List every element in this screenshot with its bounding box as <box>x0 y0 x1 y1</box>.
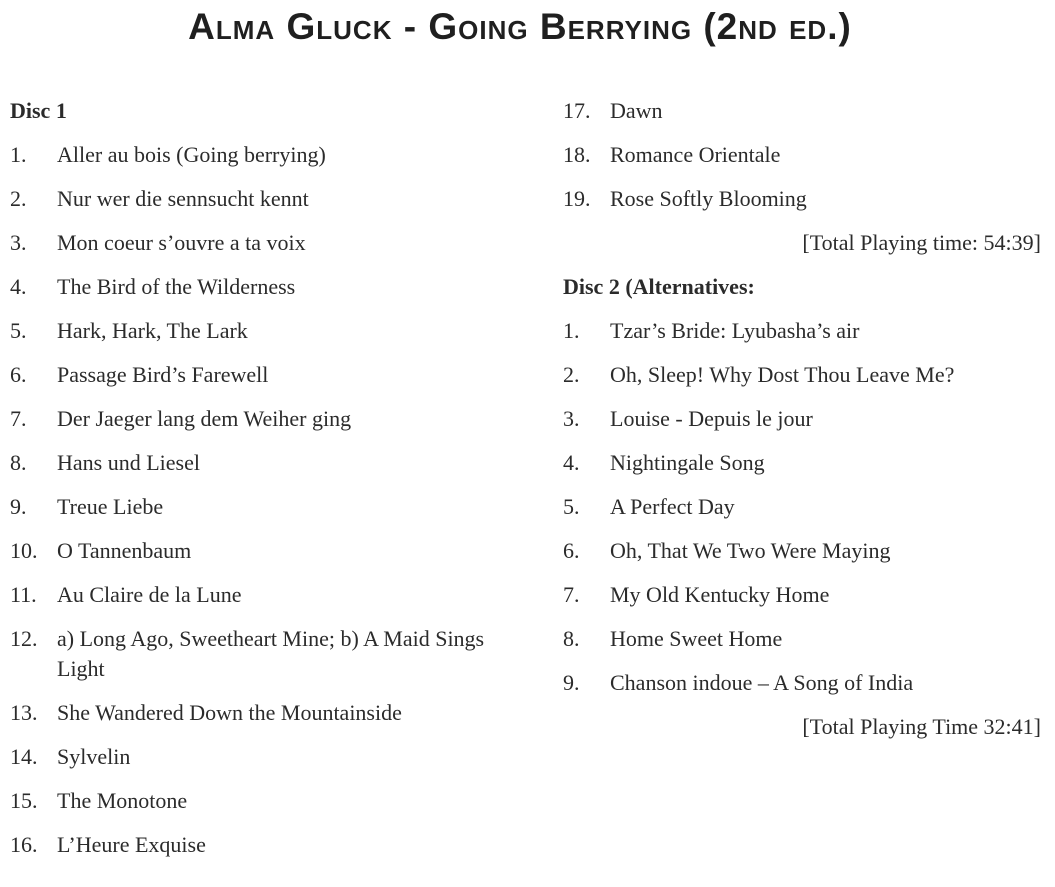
track-number: 6. <box>10 362 27 387</box>
track-number: 1. <box>563 318 580 343</box>
track-title: The Monotone <box>57 788 188 813</box>
track-title: Nightingale Song <box>610 450 765 475</box>
track-title: Tzar’s Bride: Lyubasha’s air <box>610 318 860 343</box>
track-title: Mon coeur s’ouvre a ta voix <box>57 230 306 255</box>
track-item <box>563 624 1041 654</box>
track-title: O Tannenbaum <box>57 538 192 563</box>
disc2-total-time: [Total Playing Time 32:41] <box>802 714 1041 739</box>
track-number: 2. <box>10 186 27 211</box>
track-item <box>10 404 530 434</box>
track-number: 4. <box>563 450 580 475</box>
track-title: Home Sweet Home <box>610 626 783 651</box>
disc1-heading: Disc 1 <box>10 98 67 123</box>
track-title: My Old Kentucky Home <box>610 582 830 607</box>
track-item <box>10 786 530 816</box>
track-number: 3. <box>10 230 27 255</box>
track-number: 5. <box>563 494 580 519</box>
track-number: 18. <box>563 142 591 167</box>
track-number: 10. <box>10 538 38 563</box>
track-item <box>10 184 530 214</box>
track-title: Treue Liebe <box>57 494 164 519</box>
track-number: 3. <box>563 406 580 431</box>
track-title: Rose Softly Blooming <box>610 186 807 211</box>
track-item <box>563 492 1041 522</box>
track-item <box>563 448 1041 478</box>
track-title: Hans und Liesel <box>57 450 200 475</box>
track-number: 17. <box>563 98 591 123</box>
track-title: She Wandered Down the Mountainside <box>57 700 402 725</box>
track-item <box>563 668 1041 698</box>
track-item <box>563 96 1041 126</box>
track-number: 1. <box>10 142 27 167</box>
track-item <box>563 404 1041 434</box>
track-item <box>563 580 1041 610</box>
track-number: 6. <box>563 538 580 563</box>
track-title: Passage Bird’s Farewell <box>57 362 269 387</box>
track-number: 9. <box>563 670 580 695</box>
track-title: Chanson indoue – A Song of India <box>610 670 914 695</box>
page-title: Alma Gluck - Going Berrying (2nd ed.) <box>188 6 852 47</box>
track-title: Sylvelin <box>57 744 131 769</box>
track-title: Dawn <box>610 98 663 123</box>
track-title: Nur wer die sennsucht kennt <box>57 186 309 211</box>
track-item <box>563 536 1041 566</box>
track-item <box>10 624 530 684</box>
track-item <box>10 742 530 772</box>
track-title: Louise - Depuis le jour <box>610 406 813 431</box>
track-number: 9. <box>10 494 27 519</box>
track-item <box>10 536 530 566</box>
track-number: 7. <box>10 406 27 431</box>
track-title: Oh, That We Two Were Maying <box>610 538 891 563</box>
track-item <box>10 360 530 390</box>
track-title: Der Jaeger lang dem Weiher ging <box>57 406 352 431</box>
track-item <box>10 492 530 522</box>
track-number: 8. <box>10 450 27 475</box>
track-title: Au Claire de la Lune <box>57 582 242 607</box>
track-number: 8. <box>563 626 580 651</box>
track-title: The Bird of the Wilderness <box>57 274 296 299</box>
disc2-heading: Disc 2 (Alternatives: <box>563 274 755 299</box>
track-item <box>563 140 1041 170</box>
track-item <box>10 140 530 170</box>
track-item <box>10 228 530 258</box>
right-column <box>563 96 1041 756</box>
track-number: 5. <box>10 318 27 343</box>
left-column <box>10 96 530 874</box>
track-title: Hark, Hark, The Lark <box>57 318 248 343</box>
track-title: L’Heure Exquise <box>57 832 206 857</box>
track-item <box>10 580 530 610</box>
track-title: Aller au bois (Going berrying) <box>57 142 326 167</box>
track-number: 2. <box>563 362 580 387</box>
track-number: 7. <box>563 582 580 607</box>
track-item <box>10 830 530 860</box>
track-item <box>563 316 1041 346</box>
track-number: 13. <box>10 700 38 725</box>
track-number: 19. <box>563 186 591 211</box>
track-number: 16. <box>10 832 38 857</box>
track-item <box>10 316 530 346</box>
track-title: Oh, Sleep! Why Dost Thou Leave Me? <box>610 362 955 387</box>
track-item <box>563 360 1041 390</box>
track-title: A Perfect Day <box>610 494 735 519</box>
track-number: 14. <box>10 744 38 769</box>
track-number: 11. <box>10 582 37 607</box>
track-number: 4. <box>10 274 27 299</box>
disc1-total-time: [Total Playing time: 54:39] <box>802 230 1041 255</box>
track-item <box>563 184 1041 214</box>
track-item <box>10 272 530 302</box>
track-number: 12. <box>10 626 38 651</box>
track-number: 15. <box>10 788 38 813</box>
track-title: a) Long Ago, Sweetheart Mine; b) A Maid Sings Light <box>57 626 485 681</box>
track-item <box>10 698 530 728</box>
track-item <box>10 448 530 478</box>
track-title: Romance Orientale <box>610 142 781 167</box>
